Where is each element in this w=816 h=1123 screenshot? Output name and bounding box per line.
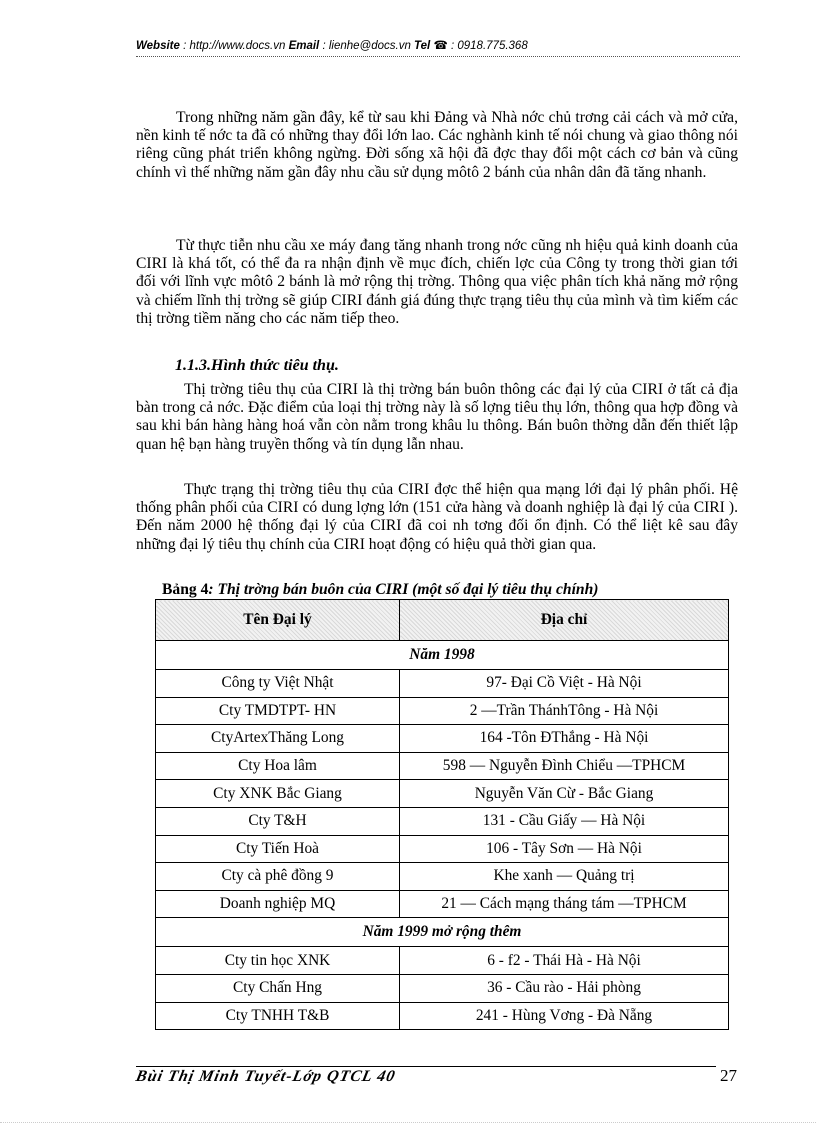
website-url[interactable]: : http://www.docs.vn bbox=[183, 40, 286, 52]
page-header bbox=[136, 38, 740, 52]
group-1998: Năm 1998 bbox=[156, 641, 729, 670]
footer-divider bbox=[136, 1066, 716, 1067]
table-row bbox=[156, 725, 729, 753]
agent-address: 97- Đại Cồ Việt - Hà Nội bbox=[400, 670, 729, 698]
table-row bbox=[156, 670, 729, 698]
table-row bbox=[156, 807, 729, 835]
table-row bbox=[156, 890, 729, 918]
header-divider bbox=[136, 56, 740, 57]
group-1999: Năm 1999 mở rộng thêm bbox=[156, 918, 729, 947]
agent-name: Cty TMDTPT- HN bbox=[156, 697, 400, 725]
table-row bbox=[156, 752, 729, 780]
table-row bbox=[156, 780, 729, 808]
table-row bbox=[156, 697, 729, 725]
table-caption bbox=[162, 581, 598, 599]
group-row bbox=[156, 641, 729, 670]
agent-address: 131 - Cầu Giấy — Hà Nội bbox=[400, 807, 729, 835]
tel-number: : 0918.775.368 bbox=[450, 40, 528, 52]
agent-name: Doanh nghiệp MQ bbox=[156, 890, 400, 918]
header-agent-name: Tên Đại lý bbox=[156, 600, 400, 641]
table-row bbox=[156, 835, 729, 863]
header-address: Địa chỉ bbox=[400, 600, 729, 641]
agent-name: Cty TNHH T&B bbox=[156, 1002, 400, 1030]
paragraph-market: Thị trờng tiêu thụ của CIRI là thị trờng bán buôn thông các đại lý của CIRI ở tất cả địa bàn trong cả nớc. Đặc điểm của loại thị trờng này là số lợng tiêu thụ lớn, thông qua hợp đồng và sau khi bán hàng hàng hoá vẫn còn nằm trong khâu lu thông. Bán buôn thờng dẫn đến thiết lập quan hệ bạn hàng truyền thống và tín dụng lẫn nhau. bbox=[136, 381, 738, 453]
table-row bbox=[156, 1002, 729, 1030]
agent-address: 36 - Cầu rào - Hải phòng bbox=[400, 974, 729, 1002]
agent-address: 164 -Tôn ĐThắng - Hà Nội bbox=[400, 725, 729, 753]
table-header-row bbox=[156, 600, 729, 641]
table-caption-title: : Thị trờng bán buôn của CIRI (một số đại lý tiêu thụ chính) bbox=[208, 581, 599, 598]
phone-icon: ☎ bbox=[433, 40, 448, 52]
paragraph-distribution: Thực trạng thị trờng tiêu thụ của CIRI đợc thể hiện qua mạng lới đại lý phân phối. Hệ thống phân phối của CIRI có dung lợng lớn (151 cửa hàng và doanh nghiệp là đại lý của CIRI ). Đến năm 2000 hệ thống đại lý của CIRI đã coi nh tơng đối ổn định. Có thể liệt kê sau đây những đại lý tiêu thụ chính của CIRI hoạt động có hiệu quả thời gian qua. bbox=[136, 481, 738, 553]
agent-name: CtyArtexThăng Long bbox=[156, 725, 400, 753]
section-heading: 1.1.3.Hình thức tiêu thụ. bbox=[175, 357, 339, 374]
agent-name: Công ty Việt Nhật bbox=[156, 670, 400, 698]
table-row bbox=[156, 947, 729, 975]
agents-table bbox=[155, 599, 729, 1030]
page-number: 27 bbox=[720, 1066, 737, 1085]
agent-name: Cty tin học XNK bbox=[156, 947, 400, 975]
website-label: Website bbox=[136, 40, 180, 52]
table-caption-label: Bảng 4 bbox=[162, 581, 209, 598]
table-row bbox=[156, 974, 729, 1002]
agent-address: 21 — Cách mạng tháng tám —TPHCM bbox=[400, 890, 729, 918]
agent-address: 106 - Tây Sơn — Hà Nội bbox=[400, 835, 729, 863]
agent-address: 598 — Nguyễn Đình Chiểu —TPHCM bbox=[400, 752, 729, 780]
paragraph-strategy: Từ thực tiễn nhu cầu xe máy đang tăng nhanh trong nớc cũng nh hiệu quả kinh doanh của CIRI là khá tốt, có thể đa ra nhận định về mục đích, chiến lợc của Công ty trong thời gian tới đối với lĩnh vực môtô 2 bánh là mở rộng thị trờng. Thông qua việc phân tích khả năng mở rộng và chiếm lĩnh thị trờng sẽ giúp CIRI đánh giá đúng thực trạng tiêu thụ của mình và tìm kiếm các thị trờng tiềm năng cho các năm tiếp theo. bbox=[136, 237, 738, 327]
agent-address: 241 - Hùng Vơng - Đà Nẵng bbox=[400, 1002, 729, 1030]
agent-name: Cty XNK Bắc Giang bbox=[156, 780, 400, 808]
table-row bbox=[156, 863, 729, 891]
agent-name: Cty Hoa lâm bbox=[156, 752, 400, 780]
group-row bbox=[156, 918, 729, 947]
agent-name: Cty cà phê đồng 9 bbox=[156, 863, 400, 891]
agent-address: 2 —Trần ThánhTông - Hà Nội bbox=[400, 697, 729, 725]
agent-address: Khe xanh — Quảng trị bbox=[400, 863, 729, 891]
tel-label: Tel bbox=[414, 40, 431, 52]
agent-address: Nguyễn Văn Cừ - Bắc Giang bbox=[400, 780, 729, 808]
agent-name: Cty Tiến Hoà bbox=[156, 835, 400, 863]
footer-author: Bùi Thị Minh Tuyết-Lớp QTCL 40 bbox=[134, 1068, 398, 1085]
agent-name: Cty Chấn Hng bbox=[156, 974, 400, 1002]
paragraph-intro: Trong những năm gần đây, kể từ sau khi Đảng và Nhà nớc chủ trơng cải cách và mở cửa, nền kinh tế nớc ta đã có những thay đổi lớn lao. Các nghành kinh tế nói chung và giao thông nói riêng cũng phát triển không ngừng. Đời sống xã hội đã đợc thay đổi một cách cơ bản và cũng chính vì thế những năm gần đây nhu cầu sử dụng môtô 2 bánh của nhân dân đã tăng nhanh. bbox=[136, 109, 738, 181]
agent-address: 6 - f2 - Thái Hà - Hà Nội bbox=[400, 947, 729, 975]
email-address[interactable]: : lienhe@docs.vn bbox=[322, 40, 411, 52]
agent-name: Cty T&H bbox=[156, 807, 400, 835]
email-label: Email bbox=[288, 40, 320, 52]
